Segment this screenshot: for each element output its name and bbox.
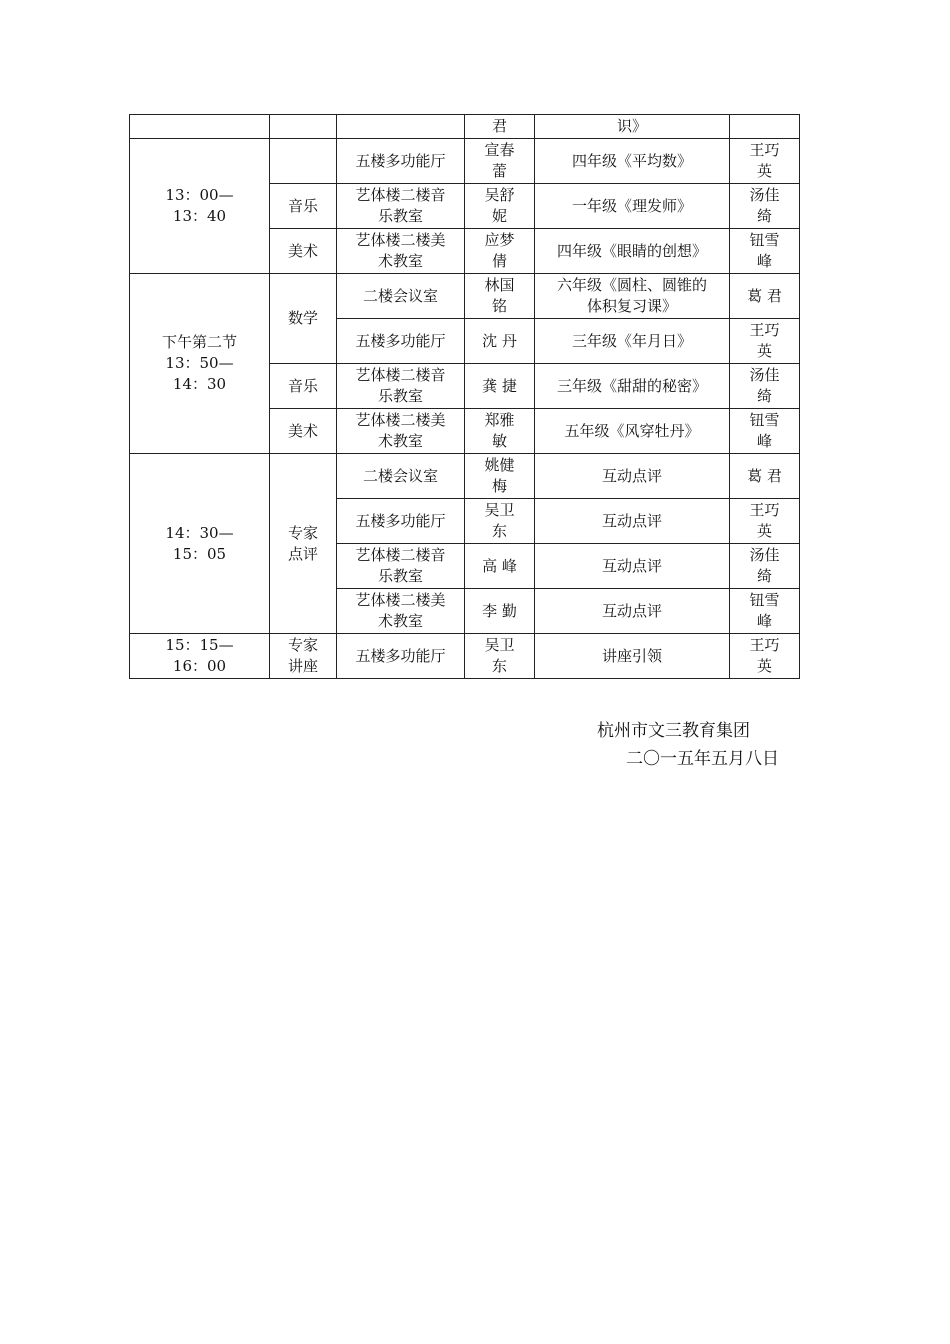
- host-cell: 葛 君: [730, 454, 800, 499]
- content-cell: 互动点评: [535, 454, 730, 499]
- subject-cell: 美术: [270, 409, 337, 454]
- teacher-cell: 郑雅 敏: [465, 409, 535, 454]
- host-cell: 王巧 英: [730, 499, 800, 544]
- time-cell: 13：00— 13：40: [130, 139, 270, 274]
- host-cell: 钮雪 峰: [730, 229, 800, 274]
- content-cell: 三年级《年月日》: [535, 319, 730, 364]
- subject-cell: 专家 点评: [270, 454, 337, 634]
- subject-cell: 美术: [270, 229, 337, 274]
- content-cell: 互动点评: [535, 499, 730, 544]
- table-row: [130, 139, 800, 184]
- host-cell: 王巧 英: [730, 634, 800, 679]
- content-cell: 一年级《理发师》: [535, 184, 730, 229]
- venue-cell: 艺体楼二楼美 术教室: [337, 229, 465, 274]
- venue-cell: 五楼多功能厅: [337, 319, 465, 364]
- content-cell: 四年级《眼睛的创想》: [535, 229, 730, 274]
- time-cell: 下午第二节 13：50— 14：30: [130, 274, 270, 454]
- venue-cell: 艺体楼二楼美 术教室: [337, 409, 465, 454]
- venue-cell: 五楼多功能厅: [337, 139, 465, 184]
- content-cell: 四年级《平均数》: [535, 139, 730, 184]
- table-row: [130, 115, 800, 139]
- table-row: [130, 454, 800, 499]
- venue-cell: 艺体楼二楼音 乐教室: [337, 364, 465, 409]
- teacher-cell: 应梦 倩: [465, 229, 535, 274]
- host-cell: [730, 115, 800, 139]
- signature-date: 二〇一五年五月八日: [626, 749, 779, 769]
- teacher-cell: 林国 铭: [465, 274, 535, 319]
- teacher-cell: 李 勤: [465, 589, 535, 634]
- host-cell: 汤佳 绮: [730, 184, 800, 229]
- host-cell: 王巧 英: [730, 319, 800, 364]
- host-cell: 汤佳 绮: [730, 544, 800, 589]
- table-row: [130, 634, 800, 679]
- table-row: [130, 274, 800, 319]
- teacher-cell: 吴卫 东: [465, 499, 535, 544]
- content-cell: 互动点评: [535, 589, 730, 634]
- teacher-cell: 宣春 蕾: [465, 139, 535, 184]
- content-cell: 识》: [535, 115, 730, 139]
- subject-cell: [270, 139, 337, 184]
- teacher-cell: 沈 丹: [465, 319, 535, 364]
- venue-cell: 艺体楼二楼音 乐教室: [337, 544, 465, 589]
- subject-cell: 音乐: [270, 184, 337, 229]
- teacher-cell: 姚健 梅: [465, 454, 535, 499]
- teacher-cell: 吴舒 妮: [465, 184, 535, 229]
- subject-cell: 专家 讲座: [270, 634, 337, 679]
- teacher-cell: 君: [465, 115, 535, 139]
- signature-organization: 杭州市文三教育集团: [597, 721, 750, 741]
- venue-cell: 二楼会议室: [337, 274, 465, 319]
- host-cell: 钮雪 峰: [730, 589, 800, 634]
- content-cell: 讲座引领: [535, 634, 730, 679]
- content-cell: 三年级《甜甜的秘密》: [535, 364, 730, 409]
- venue-cell: [337, 115, 465, 139]
- host-cell: 王巧 英: [730, 139, 800, 184]
- venue-cell: 五楼多功能厅: [337, 499, 465, 544]
- venue-cell: 艺体楼二楼美 术教室: [337, 589, 465, 634]
- host-cell: 钮雪 峰: [730, 409, 800, 454]
- venue-cell: 五楼多功能厅: [337, 634, 465, 679]
- content-cell: 五年级《风穿牡丹》: [535, 409, 730, 454]
- time-cell: 15：15— 16：00: [130, 634, 270, 679]
- content-cell: 互动点评: [535, 544, 730, 589]
- subject-cell: 音乐: [270, 364, 337, 409]
- subject-cell: [270, 115, 337, 139]
- venue-cell: 二楼会议室: [337, 454, 465, 499]
- host-cell: 葛 君: [730, 274, 800, 319]
- host-cell: 汤佳 绮: [730, 364, 800, 409]
- subject-cell: 数学: [270, 274, 337, 364]
- schedule-table: [129, 114, 800, 679]
- time-cell: [130, 115, 270, 139]
- teacher-cell: 吴卫 东: [465, 634, 535, 679]
- venue-cell: 艺体楼二楼音 乐教室: [337, 184, 465, 229]
- teacher-cell: 高 峰: [465, 544, 535, 589]
- content-cell: 六年级《圆柱、圆锥的 体积复习课》: [535, 274, 730, 319]
- teacher-cell: 龚 捷: [465, 364, 535, 409]
- time-cell: 14：30— 15：05: [130, 454, 270, 634]
